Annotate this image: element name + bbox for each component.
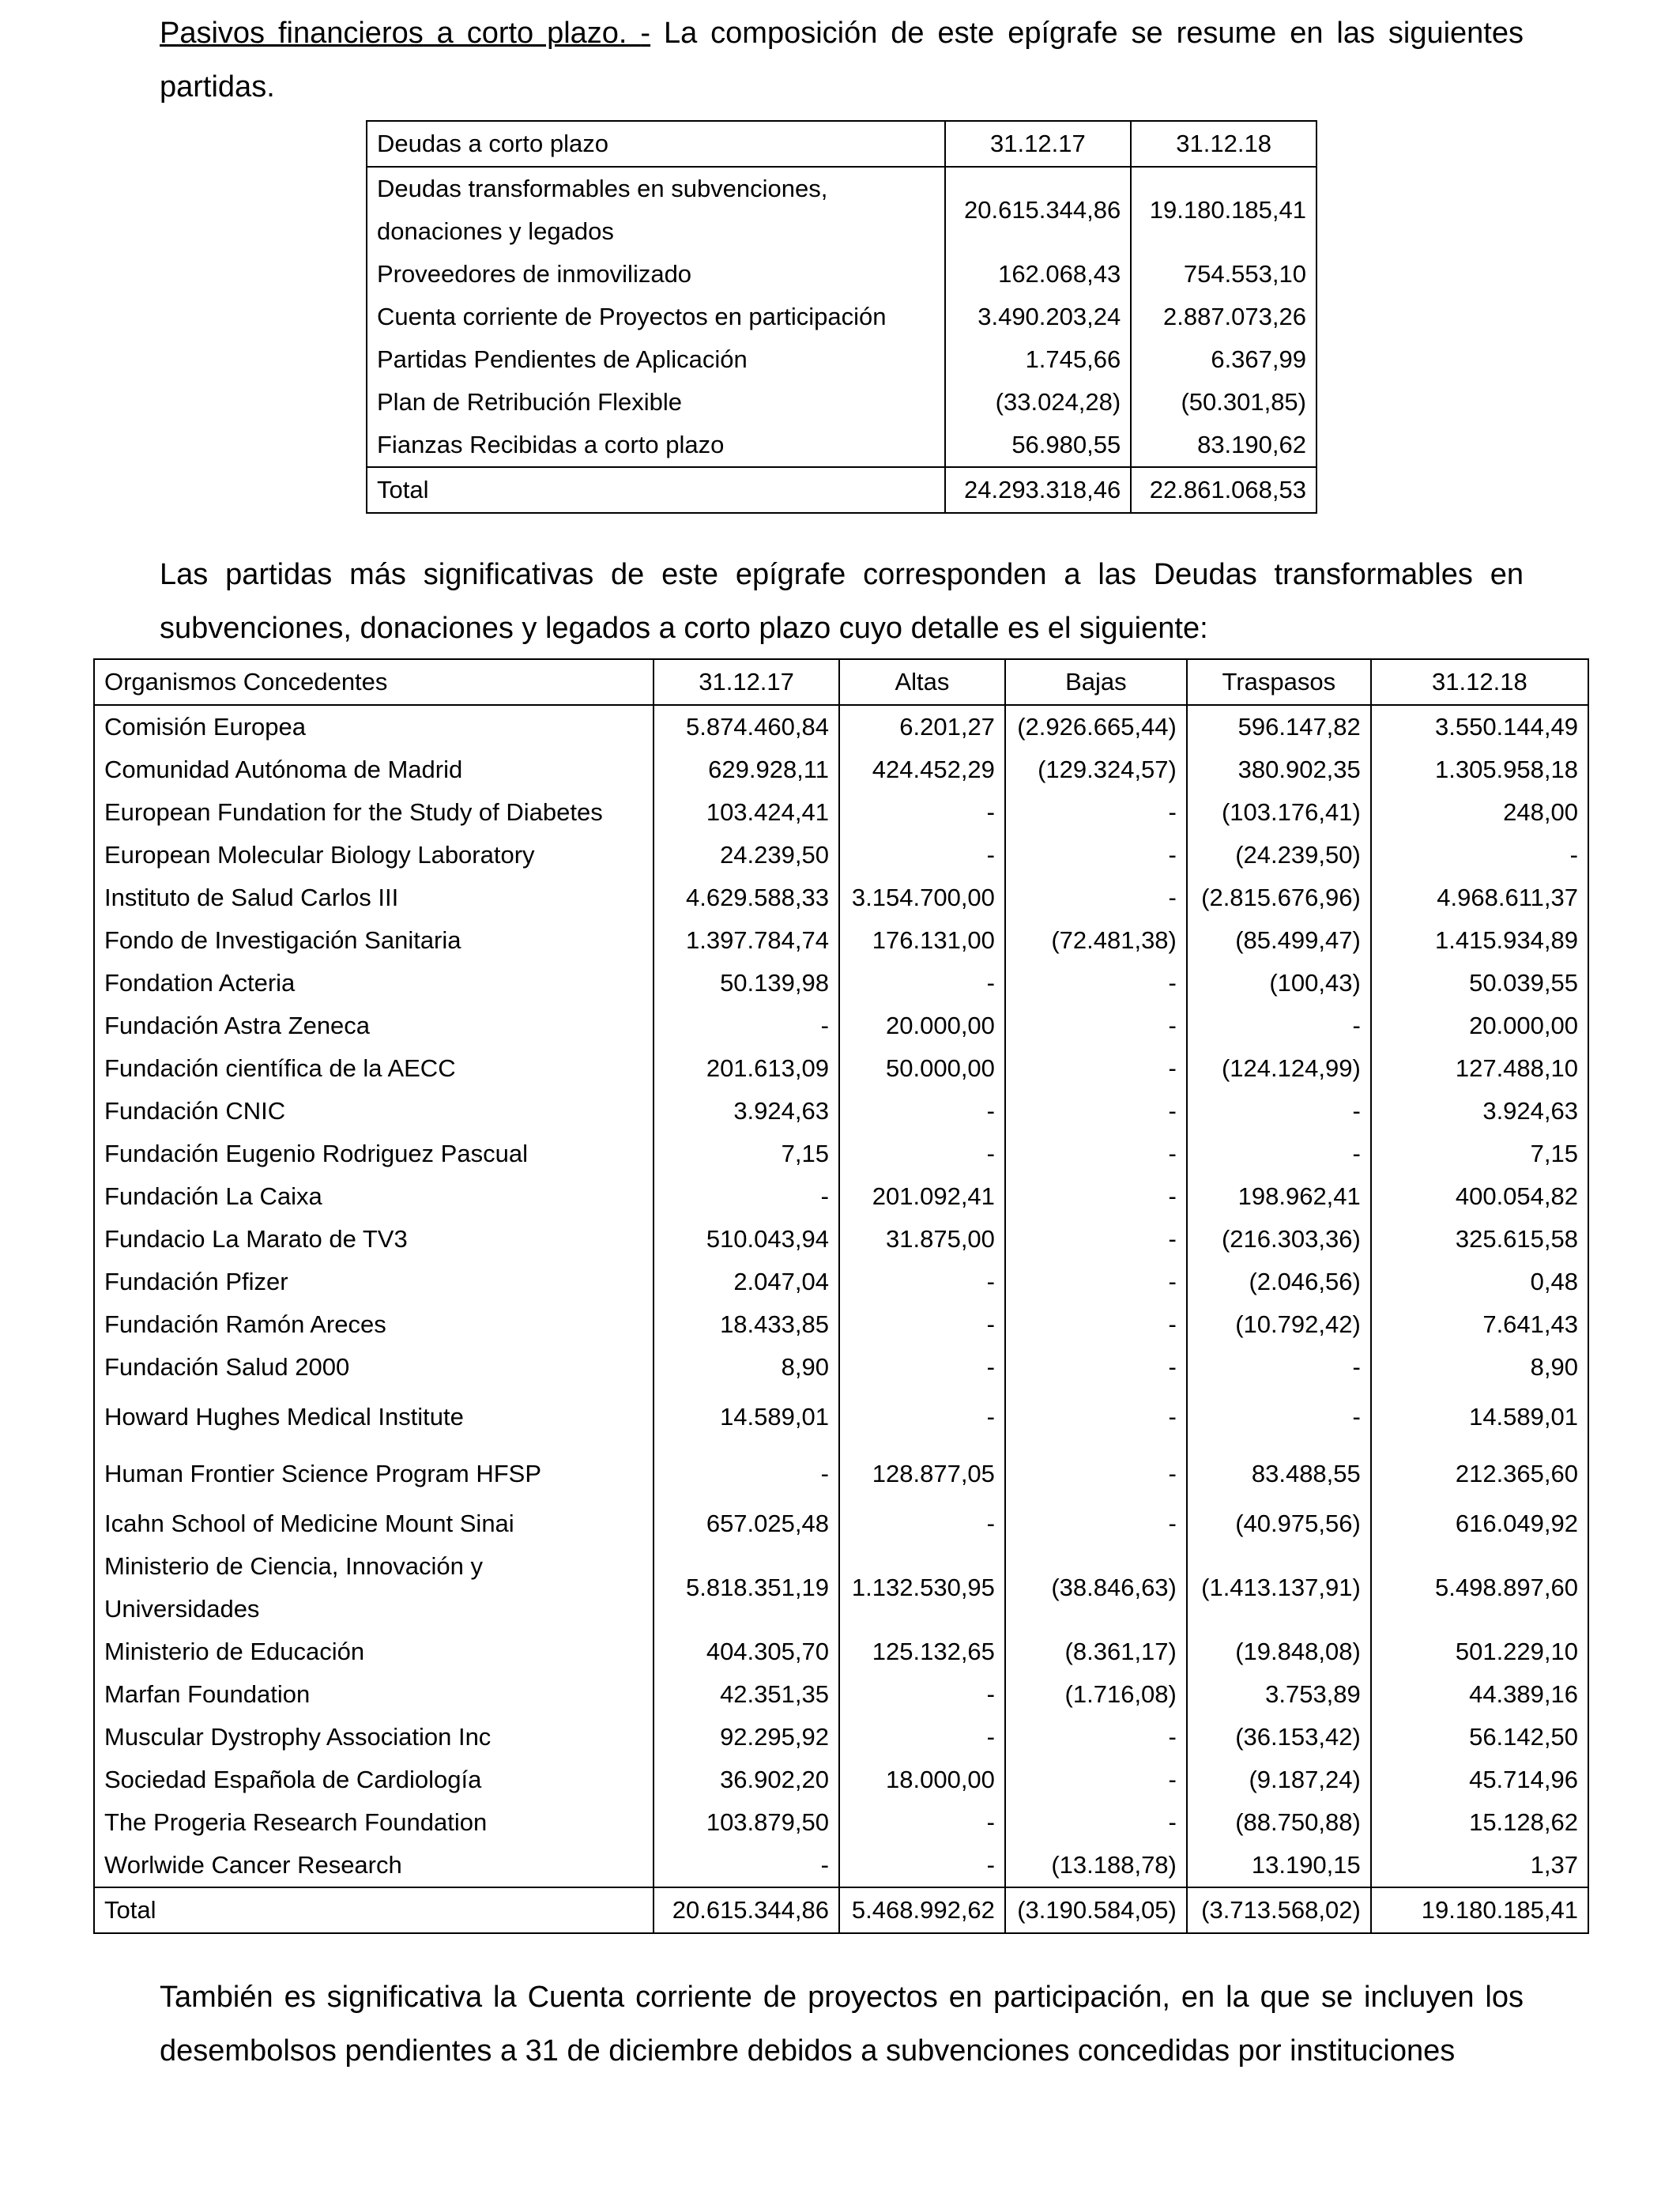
value-2017: 56.980,55 [945,424,1132,467]
altas: 20.000,00 [839,1005,1005,1047]
altas: - [839,1389,1005,1446]
organismo: Instituto de Salud Carlos III [94,876,654,919]
value-2017: 18.433,85 [654,1303,839,1346]
altas: 1.132.530,95 [839,1545,1005,1630]
table-row [94,1005,1588,1047]
value-2017: 50.139,98 [654,962,839,1005]
bajas: - [1005,1502,1187,1545]
organismo: Fundación Ramón Areces [94,1303,654,1346]
value-2017: 36.902,20 [654,1759,839,1801]
altas: - [839,791,1005,834]
table-row [367,296,1317,338]
row-label: Proveedores de inmovilizado [367,253,945,296]
table2-header-2018: 31.12.18 [1371,659,1588,705]
intro-paragraph [160,6,1524,114]
value-2017: (33.024,28) [945,381,1132,424]
bajas: - [1005,1005,1187,1047]
traspasos: (24.239,50) [1187,834,1371,876]
organismo: Fundación CNIC [94,1090,654,1133]
bajas: (13.188,78) [1005,1844,1187,1887]
value-2017: 8,90 [654,1346,839,1389]
altas: - [839,1133,1005,1175]
table-row [94,1389,1588,1446]
bajas: - [1005,1261,1187,1303]
total-2017: 24.293.318,46 [945,467,1132,513]
altas: - [839,1261,1005,1303]
table-row [94,1218,1588,1261]
bajas: (72.481,38) [1005,919,1187,962]
table-row [367,424,1317,467]
bajas: - [1005,1047,1187,1090]
value-2017: 20.615.344,86 [945,167,1132,253]
traspasos: 83.488,55 [1187,1446,1371,1502]
table-row [94,1261,1588,1303]
value-2018: 8,90 [1371,1346,1588,1389]
altas: - [839,1090,1005,1133]
organismo: Fundacio La Marato de TV3 [94,1218,654,1261]
table-row [94,1446,1588,1502]
traspasos: (1.413.137,91) [1187,1545,1371,1630]
organismo: Fundación Pfizer [94,1261,654,1303]
value-2018: 1,37 [1371,1844,1588,1887]
value-2018: 3.924,63 [1371,1090,1588,1133]
bajas: - [1005,1218,1187,1261]
organismo: Icahn School of Medicine Mount Sinai [94,1502,654,1545]
table-row [367,338,1317,381]
value-2018: 1.305.958,18 [1371,748,1588,791]
traspasos: (85.499,47) [1187,919,1371,962]
value-2017: 1.745,66 [945,338,1132,381]
value-2017: 103.879,50 [654,1801,839,1844]
traspasos: (2.815.676,96) [1187,876,1371,919]
traspasos: 198.962,41 [1187,1175,1371,1218]
value-2018: 248,00 [1371,791,1588,834]
row-label: Fianzas Recibidas a corto plazo [367,424,945,467]
table1-header-concept: Deudas a corto plazo [367,121,945,167]
table-row [94,1175,1588,1218]
traspasos: - [1187,1090,1371,1133]
value-2018: 212.365,60 [1371,1446,1588,1502]
organismo: Fundación Astra Zeneca [94,1005,654,1047]
total-label: Total [367,467,945,513]
traspasos: (216.303,36) [1187,1218,1371,1261]
bajas: - [1005,1303,1187,1346]
total-value-2017: 20.615.344,86 [654,1887,839,1933]
organismo: Human Frontier Science Program HFSP [94,1446,654,1502]
value-2017: - [654,1446,839,1502]
bajas: - [1005,1759,1187,1801]
organismo: Fundación Salud 2000 [94,1346,654,1389]
value-2018: 127.488,10 [1371,1047,1588,1090]
value-2018: 45.714,96 [1371,1759,1588,1801]
value-2017: 42.351,35 [654,1673,839,1716]
value-2018: 83.190,62 [1131,424,1317,467]
table1-header-2018: 31.12.18 [1131,121,1317,167]
value-2018: 1.415.934,89 [1371,919,1588,962]
altas: 176.131,00 [839,919,1005,962]
value-2017: 7,15 [654,1133,839,1175]
organismo: Muscular Dystrophy Association Inc [94,1716,654,1759]
table-row [94,748,1588,791]
organismo: European Molecular Biology Laboratory [94,834,654,876]
value-2018: 20.000,00 [1371,1005,1588,1047]
altas: 31.875,00 [839,1218,1005,1261]
table2-header-organismos: Organismos Concedentes [94,659,654,705]
grants-detail-table [93,658,1589,1934]
value-2018: 56.142,50 [1371,1716,1588,1759]
table2-header-altas: Altas [839,659,1005,705]
organismo: Sociedad Española de Cardiología [94,1759,654,1801]
row-label: Cuenta corriente de Proyectos en participación [367,296,945,338]
value-2018: 2.887.073,26 [1131,296,1317,338]
bajas: - [1005,834,1187,876]
value-2017: 3.490.203,24 [945,296,1132,338]
bajas: - [1005,1090,1187,1133]
bajas: - [1005,1801,1187,1844]
altas: - [839,1346,1005,1389]
value-2018: - [1371,834,1588,876]
table-row [94,1844,1588,1887]
value-2017: 103.424,41 [654,791,839,834]
detail-intro-paragraph: Las partidas más significativas de este epígrafe corresponden a las Deudas transformables en subvenciones, donaciones y legados a corto plazo cuyo detalle es el siguiente: [160,558,1524,645]
intro-text: La composición de este epígrafe se resume en las siguientes partidas. [160,17,1524,104]
altas: 128.877,05 [839,1446,1005,1502]
altas: - [839,962,1005,1005]
bajas: (8.361,17) [1005,1630,1187,1673]
table-row [94,962,1588,1005]
value-2017: 404.305,70 [654,1630,839,1673]
value-2017: 1.397.784,74 [654,919,839,962]
table1-total-row [367,467,1317,513]
bajas: - [1005,1389,1187,1446]
organismo: Comunidad Autónoma de Madrid [94,748,654,791]
table-row [94,1133,1588,1175]
value-2018: 400.054,82 [1371,1175,1588,1218]
value-2018: 14.589,01 [1371,1389,1588,1446]
value-2018: 7,15 [1371,1133,1588,1175]
bajas: (129.324,57) [1005,748,1187,791]
table-row [94,1673,1588,1716]
altas: - [839,1801,1005,1844]
value-2018: 6.367,99 [1131,338,1317,381]
value-2018: 616.049,92 [1371,1502,1588,1545]
value-2017: 201.613,09 [654,1047,839,1090]
bajas: - [1005,1175,1187,1218]
traspasos: (88.750,88) [1187,1801,1371,1844]
short-term-debts-table [366,120,1317,514]
bajas: - [1005,1446,1187,1502]
section-heading: Pasivos financieros a corto plazo. [160,17,641,50]
closing-paragraph: También es significativa la Cuenta corriente de proyectos en participación, en la que se incluyen los desembolsos pendientes a 31 de diciembre debidos a subvenciones concedidas por instituciones [160,1981,1524,2068]
value-2018: 325.615,58 [1371,1218,1588,1261]
value-2017: 14.589,01 [654,1389,839,1446]
section-heading-dash: - [640,17,651,50]
organismo: Ministerio de Educación [94,1630,654,1673]
table2-header-2017: 31.12.17 [654,659,839,705]
table-row [94,834,1588,876]
value-2017: 5.874.460,84 [654,705,839,748]
value-2018: 0,48 [1371,1261,1588,1303]
altas: - [839,1844,1005,1887]
traspasos: - [1187,1389,1371,1446]
table-row [94,1303,1588,1346]
traspasos: 596.147,82 [1187,705,1371,748]
table1-header-2017: 31.12.17 [945,121,1132,167]
value-2018: 19.180.185,41 [1131,167,1317,253]
table-row [94,876,1588,919]
traspasos: 380.902,35 [1187,748,1371,791]
table-row [94,1759,1588,1801]
traspasos: (9.187,24) [1187,1759,1371,1801]
total-bajas: (3.190.584,05) [1005,1887,1187,1933]
traspasos: - [1187,1005,1371,1047]
organismo: Fundación La Caixa [94,1175,654,1218]
value-2018: 44.389,16 [1371,1673,1588,1716]
altas: 18.000,00 [839,1759,1005,1801]
value-2018: 5.498.897,60 [1371,1545,1588,1630]
organismo: Marfan Foundation [94,1673,654,1716]
bajas: - [1005,1716,1187,1759]
table-row [367,381,1317,424]
table-row [94,705,1588,748]
row-label: Plan de Retribución Flexible [367,381,945,424]
bajas: - [1005,1346,1187,1389]
value-2017: 2.047,04 [654,1261,839,1303]
altas: 201.092,41 [839,1175,1005,1218]
value-2017: 92.295,92 [654,1716,839,1759]
altas: - [839,1716,1005,1759]
table-row [94,919,1588,962]
traspasos: (100,43) [1187,962,1371,1005]
bajas: - [1005,1133,1187,1175]
table-row [94,1630,1588,1673]
value-2018: 4.968.611,37 [1371,876,1588,919]
bajas: - [1005,962,1187,1005]
bajas: - [1005,791,1187,834]
table-row [94,1801,1588,1844]
altas: 125.132,65 [839,1630,1005,1673]
total-organismo: Total [94,1887,654,1933]
value-2017: 24.239,50 [654,834,839,876]
table1-header-row [367,121,1317,167]
value-2017: 162.068,43 [945,253,1132,296]
total-altas: 5.468.992,62 [839,1887,1005,1933]
table-row [367,253,1317,296]
altas: - [839,1303,1005,1346]
altas: 6.201,27 [839,705,1005,748]
table-row [367,167,1317,253]
value-2017: 5.818.351,19 [654,1545,839,1630]
total-value-2018: 19.180.185,41 [1371,1887,1588,1933]
traspasos: (19.848,08) [1187,1630,1371,1673]
organismo: Fundación científica de la AECC [94,1047,654,1090]
traspasos: (103.176,41) [1187,791,1371,834]
value-2018: 7.641,43 [1371,1303,1588,1346]
value-2018: 15.128,62 [1371,1801,1588,1844]
altas: 424.452,29 [839,748,1005,791]
value-2018: 50.039,55 [1371,962,1588,1005]
table-row [94,1346,1588,1389]
table2-header-traspasos: Traspasos [1187,659,1371,705]
table-row [94,1090,1588,1133]
value-2017: - [654,1844,839,1887]
traspasos: (36.153,42) [1187,1716,1371,1759]
organismo: Fondo de Investigación Sanitaria [94,919,654,962]
bajas: (38.846,63) [1005,1545,1187,1630]
value-2017: 3.924,63 [654,1090,839,1133]
organismo: The Progeria Research Foundation [94,1801,654,1844]
table-row [94,1716,1588,1759]
value-2017: 657.025,48 [654,1502,839,1545]
value-2017: 510.043,94 [654,1218,839,1261]
table-row [94,791,1588,834]
value-2018: (50.301,85) [1131,381,1317,424]
organismo: Fundación Eugenio Rodriguez Pascual [94,1133,654,1175]
traspasos: (10.792,42) [1187,1303,1371,1346]
organismo: Worlwide Cancer Research [94,1844,654,1887]
traspasos: (124.124,99) [1187,1047,1371,1090]
total-traspasos: (3.713.568,02) [1187,1887,1371,1933]
organismo: Ministerio de Ciencia, Innovación y Universidades [94,1545,654,1630]
bajas: - [1005,876,1187,919]
table-row [94,1502,1588,1545]
bajas: (2.926.665,44) [1005,705,1187,748]
table-row [94,1047,1588,1090]
value-2018: 3.550.144,49 [1371,705,1588,748]
traspasos: 13.190,15 [1187,1844,1371,1887]
bajas: (1.716,08) [1005,1673,1187,1716]
value-2017: 629.928,11 [654,748,839,791]
traspasos: (40.975,56) [1187,1502,1371,1545]
value-2018: 501.229,10 [1371,1630,1588,1673]
value-2017: 4.629.588,33 [654,876,839,919]
table-row [94,1545,1588,1630]
value-2017: - [654,1005,839,1047]
row-label: Deudas transformables en subvenciones, donaciones y legados [367,167,945,253]
organismo: Fondation Acteria [94,962,654,1005]
altas: - [839,834,1005,876]
traspasos: - [1187,1133,1371,1175]
altas: - [839,1673,1005,1716]
organismo: Howard Hughes Medical Institute [94,1389,654,1446]
value-2017: - [654,1175,839,1218]
table2-total-row [94,1887,1588,1933]
organismo: Comisión Europea [94,705,654,748]
altas: 3.154.700,00 [839,876,1005,919]
traspasos: (2.046,56) [1187,1261,1371,1303]
value-2018: 754.553,10 [1131,253,1317,296]
traspasos: 3.753,89 [1187,1673,1371,1716]
traspasos: - [1187,1346,1371,1389]
table2-header-row [94,659,1588,705]
altas: 50.000,00 [839,1047,1005,1090]
table2-header-bajas: Bajas [1005,659,1187,705]
row-label: Partidas Pendientes de Aplicación [367,338,945,381]
total-2018: 22.861.068,53 [1131,467,1317,513]
organismo: European Fundation for the Study of Diabetes [94,791,654,834]
altas: - [839,1502,1005,1545]
